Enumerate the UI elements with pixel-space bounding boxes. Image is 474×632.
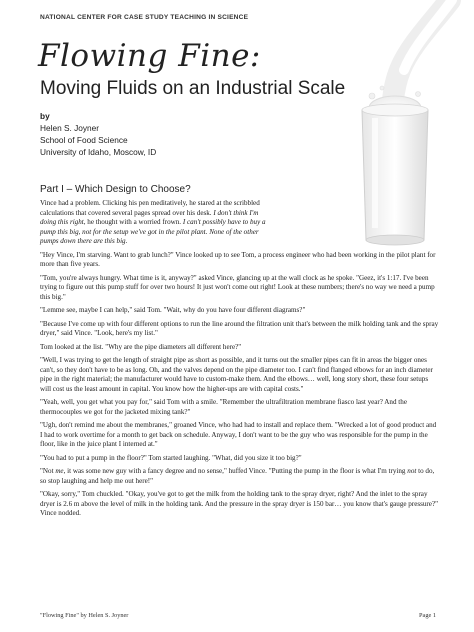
paragraph-italic: not: [407, 467, 417, 475]
paragraph-text: he thought with a worried frown.: [85, 218, 183, 226]
footer-citation: "Flowing Fine" by Helen S. Joyner: [40, 612, 129, 619]
paragraph-italic: I can't possibly have to buy a pump this big, not for the setup we've got in the pilot plant. None of the other pumps down there are this big.: [40, 218, 266, 245]
paragraph: "Because I've come up with four different options to run the line around the filtration unit that's between the milk holding tank and the spray dryer," said Vince. "Look, here's my list.": [40, 319, 439, 337]
byline-university: University of Idaho, Moscow, ID: [40, 147, 157, 157]
paragraph-text: Vince had a problem. Clicking his pen meditatively, he stared at the scribbled calculations that covered several pages spread over his desk.: [40, 199, 260, 217]
paragraph: "Well, I was trying to get the length of straight pipe as short as possible, and it turns out the smaller pipes can fit in areas the bigger ones can't, so they don't have to be as long. Oh, and the valves depend on the pipe diameter too. I can't find flanged elbows for an inch diameter pipe in the right material; the manufacturer would have to custom-make them. And the elbows… well, long story short, these four setups will cost us the least amount in capital. You know how the higher-ups are with capital costs.": [40, 356, 433, 393]
paragraph: [40, 199, 275, 247]
paragraph-italic: I don't think I'm doing this right,: [40, 208, 259, 226]
body-text: [40, 199, 440, 523]
paragraph-text: to do, so stop laughing and help me out here!": [40, 467, 435, 485]
page-title: Flowing Fine:: [38, 38, 261, 74]
paragraph: "Hey Vince, I'm starving. Want to grab lunch?" Vince looked up to see Tom, a process engineer who had been working in the pilot plant for more than five years.: [40, 250, 436, 268]
paragraph: "Okay, sorry," Tom chuckled. "Okay, you've got to get the milk from the holding tank to the spray dryer, right? And the inlet to the spray dryer is 2.6 m above the level of milk in the holding tank. And the pressure in the spray dryer is 150 bar… you know that's gauge pressure?" Vince nodded.: [40, 490, 438, 517]
paragraph: "Tom, you're always hungry. What time is it, anyway?" asked Vince, glancing up at the wall clock as he spoke. "Geez, it's 1:17. I've been trying to figure out this pump stuff for over two hours! It just won't come out right! Look at these numbers; there's no way we need a pump this big.": [40, 273, 435, 301]
paragraph-italic: me: [55, 467, 64, 475]
byline-department: School of Food Science: [40, 135, 128, 145]
paragraph-text: , it was some new guy with a fancy degree and no sense," huffed Vince. "Putting the pump in the floor is what I'm trying: [63, 467, 408, 475]
section-title: Part I – Which Design to Choose?: [40, 184, 191, 195]
footer-page-number: Page 1: [419, 612, 436, 619]
paragraph: [40, 467, 440, 486]
byline-author: Helen S. Joyner: [40, 123, 100, 133]
paragraph: "Yeah, well, you get what you pay for," said Tom with a smile. "Remember the ultrafiltration membrane fiasco last year? And the thermocouples we got for the jacketed mixing tank?": [40, 398, 407, 416]
paragraph: "Lemme see, maybe I can help," said Tom. "Wait, why do you have four different diagrams?": [40, 306, 306, 314]
byline: [40, 110, 156, 158]
paragraph: "Ugh, don't remind me about the membranes," groaned Vince, who had had to install and replace them. "Wrecked a lot of good product and I had to work overtime for a month to get back on schedule. Anyway, I don't want to be the guy who was responsible for the pump in the floor, like in the juice plant I interned at.": [40, 421, 437, 448]
header-organization: NATIONAL CENTER FOR CASE STUDY TEACHING IN SCIENCE: [40, 14, 249, 21]
byline-by: by: [40, 111, 50, 121]
paragraph: "You had to put a pump in the floor?" Tom started laughing. "What, did you size it too big?": [40, 453, 302, 462]
page-subtitle: Moving Fluids on an Industrial Scale: [40, 78, 346, 99]
paragraph-text: "Not: [40, 467, 56, 475]
paragraph: Tom looked at the list. "Why are the pipe diameters all different here?": [40, 342, 242, 351]
